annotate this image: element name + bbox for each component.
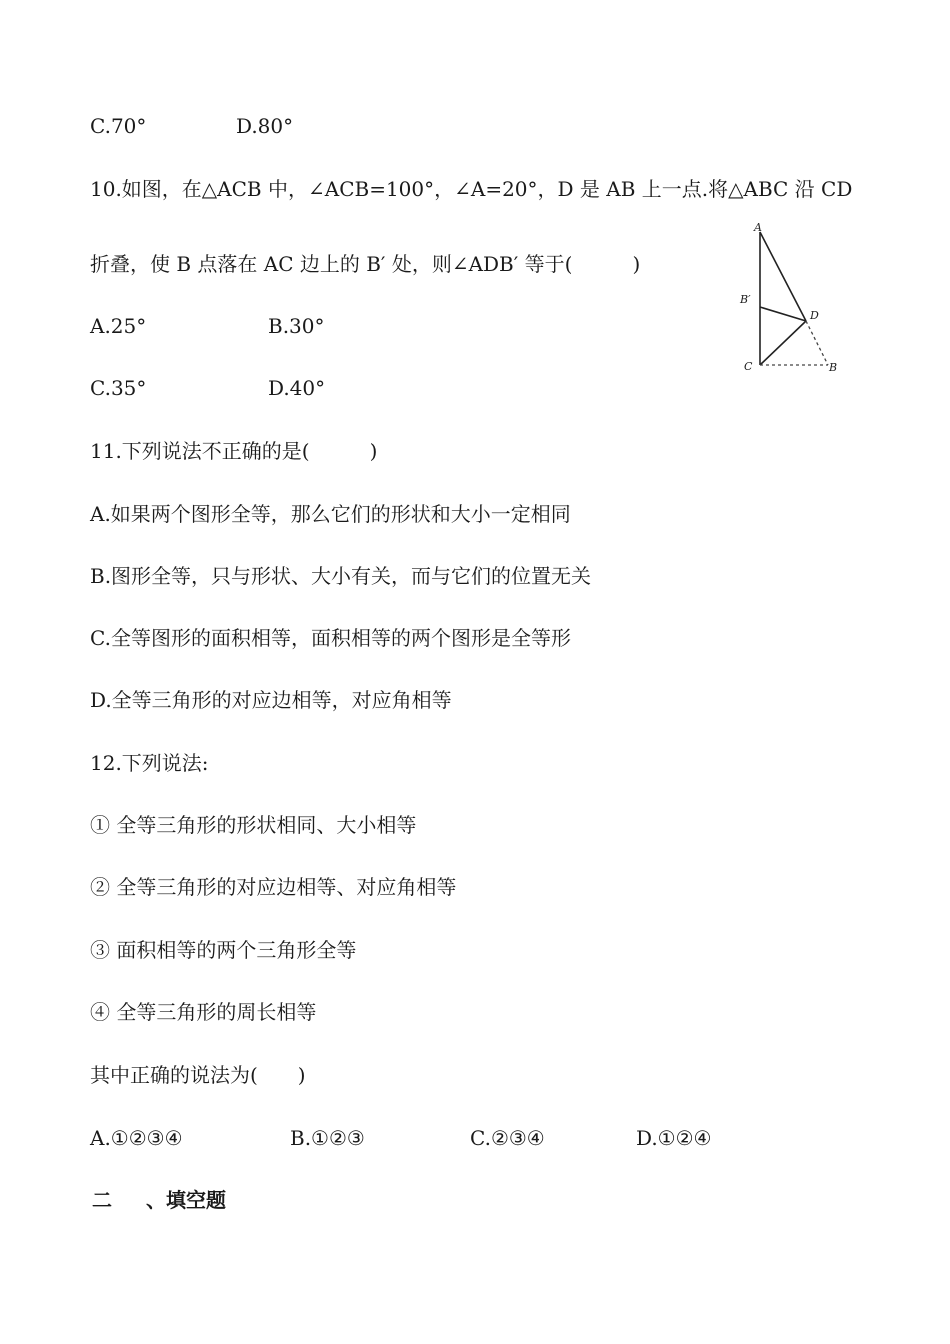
section-number: 二 xyxy=(92,1188,112,1212)
q10-stem-line1: 10.如图，在△ACB 中，∠ACB=100°，∠A=20°，D 是 AB 上一点.将△ABC 沿 CD xyxy=(90,177,853,201)
q12-item-4: ④ 全等三角形的周长相等 xyxy=(90,1000,317,1024)
q12-stem: 12.下列说法: xyxy=(90,751,209,775)
q12-option-a: A.①②③④ xyxy=(90,1126,183,1150)
q10-stem-line2: 折叠，使 B 点落在 AC 边上的 B′ 处，则∠ADB′ 等于( ) xyxy=(90,252,641,276)
q12-item-2: ② 全等三角形的对应边相等、对应角相等 xyxy=(90,875,457,899)
q10-option-b: B.30° xyxy=(268,314,325,338)
q12-option-d: D.①②④ xyxy=(636,1126,712,1150)
q11-option-c: C.全等图形的面积相等，面积相等的两个图形是全等形 xyxy=(90,626,571,650)
q12-option-b: B.①②③ xyxy=(290,1126,365,1150)
q9-option-d: D.80° xyxy=(236,114,294,138)
q12-item-3: ③ 面积相等的两个三角形全等 xyxy=(90,938,357,962)
q10-option-d: D.40° xyxy=(268,376,326,400)
q10-triangle-figure xyxy=(734,218,854,378)
q11-option-d: D.全等三角形的对应边相等，对应角相等 xyxy=(90,688,452,712)
label-b: B xyxy=(829,361,838,374)
label-d: D xyxy=(810,309,819,322)
label-a: A xyxy=(754,221,762,234)
label-b-prime: B′ xyxy=(740,293,751,306)
q12-question: 其中正确的说法为( ) xyxy=(90,1063,306,1087)
q11-option-a: A.如果两个图形全等，那么它们的形状和大小一定相同 xyxy=(90,502,571,526)
q12-item-1: ① 全等三角形的形状相同、大小相等 xyxy=(90,813,417,837)
q11-option-b: B.图形全等，只与形状、大小有关，而与它们的位置无关 xyxy=(90,564,592,588)
section-title: 、填空题 xyxy=(146,1188,226,1212)
q9-option-c: C.70° xyxy=(90,114,147,138)
q10-option-c: C.35° xyxy=(90,376,147,400)
q10-option-a: A.25° xyxy=(90,314,147,338)
q11-stem: 11.下列说法不正确的是( ) xyxy=(90,439,378,463)
q12-option-c: C.②③④ xyxy=(470,1126,545,1150)
label-c: C xyxy=(744,360,753,373)
